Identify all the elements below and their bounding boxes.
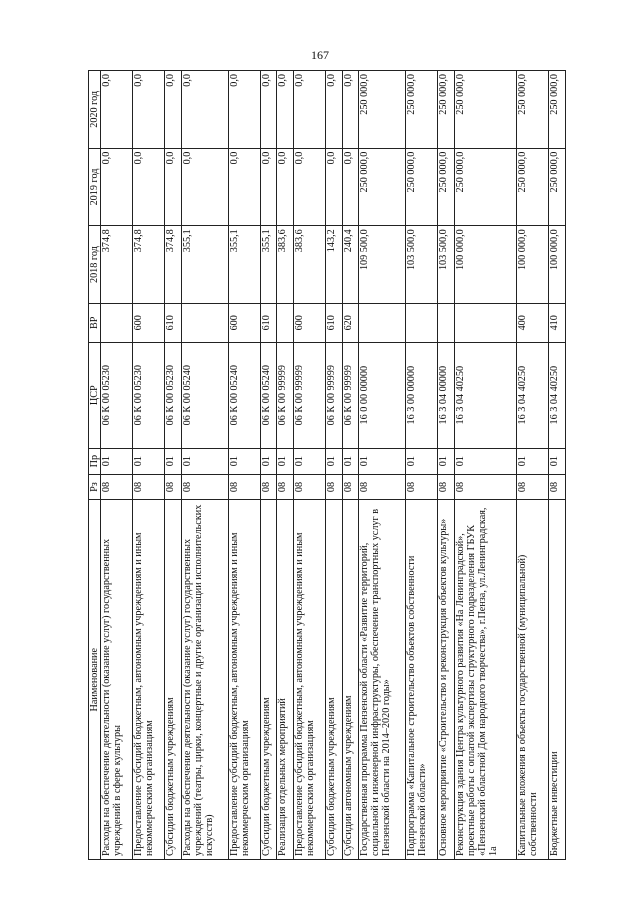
cell-vr [438, 303, 455, 342]
cell-y2018: 103 500,0 [406, 226, 438, 304]
cell-rz: 08 [342, 474, 359, 500]
budget-table-container [88, 70, 566, 860]
cell-pr: 01 [293, 448, 325, 474]
col-header-2020: 2020 год [89, 71, 101, 149]
cell-name: Субсидии бюджетным учреждениям [325, 500, 342, 860]
cell-vr: 610 [325, 303, 342, 342]
cell-y2020: 0,0 [101, 71, 133, 149]
cell-y2020: 250 000,0 [517, 71, 549, 149]
cell-csr: 16 3 04 40250 [517, 342, 549, 448]
cell-y2018: 355,1 [181, 226, 228, 304]
cell-rz: 08 [325, 474, 342, 500]
cell-rz: 08 [181, 474, 228, 500]
cell-rz: 08 [260, 474, 277, 500]
cell-vr: 600 [228, 303, 260, 342]
cell-vr: 600 [293, 303, 325, 342]
cell-y2020: 250 000,0 [359, 71, 406, 149]
cell-y2018: 240,4 [342, 226, 359, 304]
cell-pr: 01 [406, 448, 438, 474]
cell-pr: 01 [454, 448, 516, 474]
cell-name: Предоставление субсидий бюджетным, автономным учреждениям и иным некоммерческим организациям [228, 500, 260, 860]
cell-y2018: 100 000,0 [517, 226, 549, 304]
cell-pr: 01 [228, 448, 260, 474]
cell-name: Государственная программа Пензенской области «Развитие территорий, социальной и инженерной инфраструктуры, обеспечение транспортных услуг в Пензенской области на 2014–2020 годы» [359, 500, 406, 860]
cell-rz: 08 [277, 474, 294, 500]
cell-csr: 06 К 00 99999 [293, 342, 325, 448]
cell-y2019: 250 000,0 [454, 148, 516, 226]
cell-name: Субсидии автономным учреждениям [342, 500, 359, 860]
cell-y2019: 250 000,0 [549, 148, 566, 226]
cell-rz: 08 [438, 474, 455, 500]
cell-vr [181, 303, 228, 342]
cell-y2019: 0,0 [101, 148, 133, 226]
cell-rz: 08 [164, 474, 181, 500]
cell-name: Расходы на обеспечение деятельности (оказание услуг) государственных учреждений в сфере культуры [101, 500, 133, 860]
table-row [101, 71, 133, 860]
cell-y2018: 100 000,0 [454, 226, 516, 304]
cell-csr: 16 3 00 00000 [406, 342, 438, 448]
cell-y2018: 383,6 [277, 226, 294, 304]
cell-y2019: 0,0 [325, 148, 342, 226]
cell-y2019: 250 000,0 [517, 148, 549, 226]
cell-name: Основное мероприятие «Строительство и реконструкция объектов культуры» [438, 500, 455, 860]
cell-y2020: 0,0 [277, 71, 294, 149]
cell-y2019: 0,0 [164, 148, 181, 226]
col-header-csr: ЦСР [89, 342, 101, 448]
cell-rz: 08 [549, 474, 566, 500]
cell-y2019: 250 000,0 [406, 148, 438, 226]
cell-csr: 06 К 00 05230 [164, 342, 181, 448]
cell-csr: 06 К 00 05230 [132, 342, 164, 448]
cell-y2020: 250 000,0 [454, 71, 516, 149]
cell-y2019: 0,0 [181, 148, 228, 226]
cell-rz: 08 [359, 474, 406, 500]
cell-y2018: 374,8 [164, 226, 181, 304]
table-row [342, 71, 359, 860]
cell-name: Бюджетные инвестиции [549, 500, 566, 860]
cell-y2020: 250 000,0 [549, 71, 566, 149]
table-row [164, 71, 181, 860]
cell-csr: 06 К 00 05240 [181, 342, 228, 448]
cell-vr: 410 [549, 303, 566, 342]
cell-csr: 06 К 00 05240 [228, 342, 260, 448]
table-row [277, 71, 294, 860]
table-row [359, 71, 406, 860]
cell-rz: 08 [132, 474, 164, 500]
cell-pr: 01 [517, 448, 549, 474]
table-row [325, 71, 342, 860]
cell-y2019: 0,0 [277, 148, 294, 226]
cell-y2020: 250 000,0 [406, 71, 438, 149]
cell-vr [101, 303, 133, 342]
cell-y2020: 0,0 [228, 71, 260, 149]
cell-y2018: 374,8 [132, 226, 164, 304]
cell-pr: 01 [325, 448, 342, 474]
cell-name: Предоставление субсидий бюджетным, автономным учреждениям и иным некоммерческим организациям [132, 500, 164, 860]
cell-rz: 08 [517, 474, 549, 500]
col-header-pr: Пр [89, 448, 101, 474]
cell-y2019: 0,0 [342, 148, 359, 226]
cell-y2019: 250 000,0 [438, 148, 455, 226]
cell-rz: 08 [228, 474, 260, 500]
cell-rz: 08 [293, 474, 325, 500]
cell-vr: 610 [260, 303, 277, 342]
cell-y2018: 109 500,0 [359, 226, 406, 304]
cell-y2020: 0,0 [342, 71, 359, 149]
cell-y2018: 355,1 [260, 226, 277, 304]
table-row [406, 71, 438, 860]
cell-y2020: 0,0 [132, 71, 164, 149]
cell-pr: 01 [181, 448, 228, 474]
cell-y2018: 103 500,0 [438, 226, 455, 304]
cell-y2018: 355,1 [228, 226, 260, 304]
cell-pr: 01 [132, 448, 164, 474]
table-header-row [89, 71, 101, 860]
table-row [549, 71, 566, 860]
cell-y2019: 0,0 [228, 148, 260, 226]
cell-csr: 06 К 00 05240 [260, 342, 277, 448]
cell-csr: 16 3 04 00000 [438, 342, 455, 448]
cell-rz: 08 [101, 474, 133, 500]
cell-pr: 01 [342, 448, 359, 474]
cell-y2020: 0,0 [164, 71, 181, 149]
table-row [181, 71, 228, 860]
cell-csr: 06 К 00 99999 [325, 342, 342, 448]
cell-y2020: 0,0 [293, 71, 325, 149]
cell-vr: 600 [132, 303, 164, 342]
cell-vr [277, 303, 294, 342]
cell-y2018: 100 000,0 [549, 226, 566, 304]
cell-y2020: 0,0 [260, 71, 277, 149]
cell-vr: 610 [164, 303, 181, 342]
cell-pr: 01 [277, 448, 294, 474]
cell-csr: 16 3 04 40250 [454, 342, 516, 448]
cell-csr: 06 К 00 99999 [342, 342, 359, 448]
cell-vr [359, 303, 406, 342]
col-header-2018: 2018 год [89, 226, 101, 304]
cell-name: Предоставление субсидий бюджетным, автономным учреждениям и иным некоммерческим организациям [293, 500, 325, 860]
cell-pr: 01 [359, 448, 406, 474]
cell-pr: 01 [101, 448, 133, 474]
cell-csr: 16 3 04 40250 [549, 342, 566, 448]
table-row [454, 71, 516, 860]
cell-vr: 400 [517, 303, 549, 342]
cell-name: Капитальные вложения в объекты государственной (муниципальной) собственности [517, 500, 549, 860]
table-body [101, 71, 566, 860]
cell-y2018: 374,8 [101, 226, 133, 304]
col-header-vr: ВР [89, 303, 101, 342]
table-row [517, 71, 549, 860]
cell-y2019: 0,0 [132, 148, 164, 226]
cell-csr: 06 К 00 99999 [277, 342, 294, 448]
cell-y2020: 0,0 [181, 71, 228, 149]
cell-vr: 620 [342, 303, 359, 342]
table-row [293, 71, 325, 860]
cell-vr [406, 303, 438, 342]
table-row [260, 71, 277, 860]
table-row [228, 71, 260, 860]
cell-name: Субсидии бюджетным учреждениям [260, 500, 277, 860]
cell-csr: 16 0 00 00000 [359, 342, 406, 448]
col-header-2019: 2019 год [89, 148, 101, 226]
cell-csr: 06 К 00 05230 [101, 342, 133, 448]
col-header-name: Наименование [89, 500, 101, 860]
cell-y2020: 250 000,0 [438, 71, 455, 149]
budget-table [88, 70, 566, 860]
cell-name: Подпрограмма «Капитальное строительство объектов собственности Пензенской области» [406, 500, 438, 860]
cell-y2019: 0,0 [293, 148, 325, 226]
table-row [438, 71, 455, 860]
cell-rz: 08 [406, 474, 438, 500]
cell-y2019: 250 000,0 [359, 148, 406, 226]
cell-y2019: 0,0 [260, 148, 277, 226]
cell-y2018: 383,6 [293, 226, 325, 304]
cell-y2018: 143,2 [325, 226, 342, 304]
cell-pr: 01 [438, 448, 455, 474]
page-number: 167 [311, 48, 329, 62]
cell-name: Расходы на обеспечение деятельности (оказание услуг) государственных учреждений (театры, цирки, концертные и другие организации исполнительских искусств) [181, 500, 228, 860]
cell-name: Реконструкция здания Центра культурного развития «На Ленинградской», проектные работы с оплатой экспертизы структурного подразделения ГБУК «Пензенский областной Дом народного творчества», г.Пенза, ул.Ленинградская, 1а [454, 500, 516, 860]
cell-name: Субсидии бюджетным учреждениям [164, 500, 181, 860]
cell-vr [454, 303, 516, 342]
cell-pr: 01 [549, 448, 566, 474]
table-row [132, 71, 164, 860]
col-header-rz: Рз [89, 474, 101, 500]
cell-y2020: 0,0 [325, 71, 342, 149]
cell-pr: 01 [164, 448, 181, 474]
cell-pr: 01 [260, 448, 277, 474]
cell-rz: 08 [454, 474, 516, 500]
cell-name: Реализация отдельных мероприятий [277, 500, 294, 860]
